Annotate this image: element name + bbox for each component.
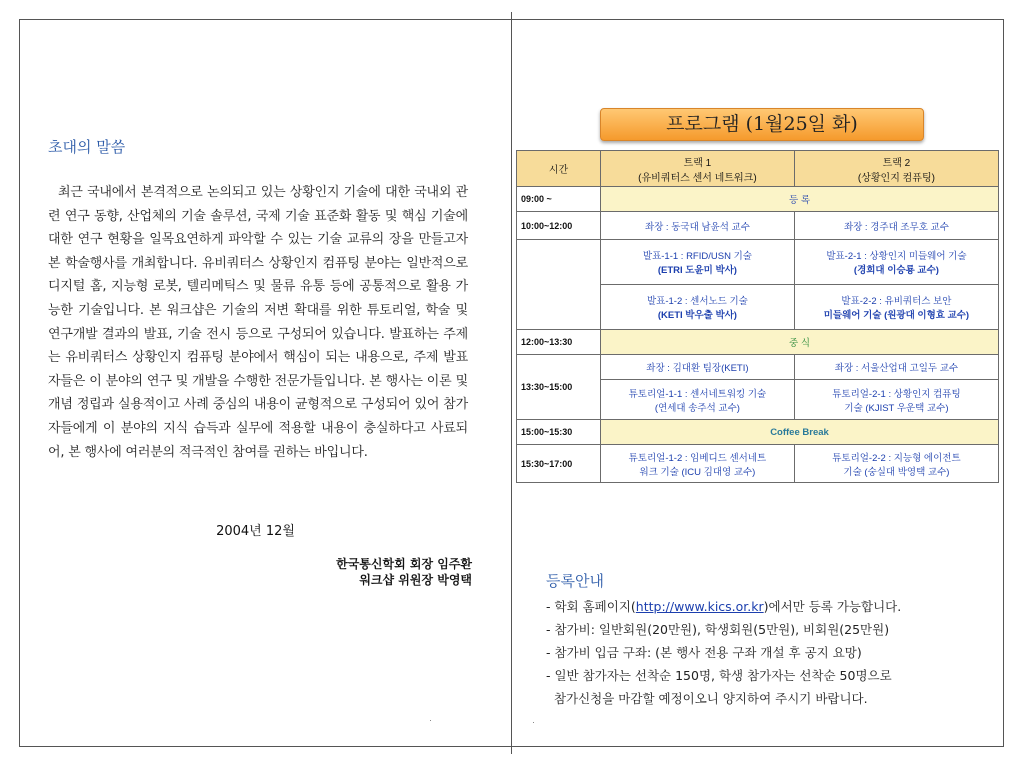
chair-cell-track-1: 좌장 : 동국대 남윤석 교수 bbox=[601, 212, 795, 240]
header-track-2 bbox=[794, 151, 998, 187]
registration-line-1 bbox=[546, 595, 986, 618]
chair-cell-track-1: 좌장 : 김대환 팀장(KETI) bbox=[601, 355, 795, 380]
tutorial-speaker: 기술 (KJIST 우운택 교수) bbox=[844, 402, 949, 414]
tutorial-title: 튜토리얼-1-2 : 임베디드 센서네트 bbox=[628, 452, 767, 464]
time-cell: 10:00~12:00 bbox=[517, 212, 601, 240]
registration-line-1-prefix: - 학회 홈페이지( bbox=[546, 599, 636, 614]
registration-cell: 등 록 bbox=[601, 187, 999, 212]
chair-cell-track-2: 좌장 : 서울산업대 고일두 교수 bbox=[794, 355, 998, 380]
registration-line-5: 참가신청을 마감할 예정이오니 양지하여 주시기 바랍니다. bbox=[546, 691, 868, 706]
session-cell bbox=[794, 240, 998, 285]
tutorial-title: 튜토리얼-2-1 : 상황인지 컴퓨팅 bbox=[832, 388, 961, 400]
page-divider bbox=[511, 19, 512, 747]
session-title: 발표-1-1 : RFID/USN 기술 bbox=[642, 251, 752, 262]
table-header-row bbox=[517, 151, 999, 187]
table-row bbox=[517, 420, 999, 445]
time-cell: 13:30~15:00 bbox=[517, 355, 601, 420]
session-speaker: 미들웨어 기술 (원광대 이형효 교수) bbox=[823, 310, 970, 321]
coffee-break-cell: Coffee Break bbox=[601, 420, 999, 445]
time-cell: 12:00~13:30 bbox=[517, 330, 601, 355]
track-1-subtitle: (유비쿼터스 센서 네트워크) bbox=[638, 172, 757, 184]
header-time: 시간 bbox=[517, 151, 601, 187]
tutorial-cell bbox=[601, 380, 795, 420]
session-speaker: (경희대 이승룡 교수) bbox=[853, 265, 939, 276]
session-title: 발표-1-2 : 센서노드 기술 bbox=[646, 296, 748, 307]
time-cell: 15:00~15:30 bbox=[517, 420, 601, 445]
time-cell-empty bbox=[517, 240, 601, 330]
invitation-body bbox=[48, 181, 468, 464]
registration-line-3: - 참가비 입금 구좌: (본 행사 전용 구좌 개설 후 공지 요망) bbox=[546, 645, 862, 660]
header-track-1 bbox=[601, 151, 795, 187]
session-cell bbox=[601, 240, 795, 285]
lunch-cell: 중 식 bbox=[601, 330, 999, 355]
fold-mark-top bbox=[511, 12, 512, 19]
session-title: 발표-2-2 : 유비쿼터스 보안 bbox=[841, 296, 952, 307]
program-table bbox=[516, 150, 999, 483]
tutorial-title: 튜토리얼-1-1 : 센서네트워킹 기술 bbox=[628, 388, 767, 400]
registration-info bbox=[546, 595, 986, 710]
session-cell bbox=[794, 285, 998, 330]
track-2-subtitle: (상황인지 컴퓨팅) bbox=[857, 172, 935, 184]
tutorial-cell bbox=[601, 445, 795, 483]
tutorial-speaker: (연세대 송주석 교수) bbox=[654, 402, 740, 414]
time-cell: 15:30~17:00 bbox=[517, 445, 601, 483]
session-speaker: (KETI 박우출 박사) bbox=[657, 310, 737, 321]
kics-homepage-link[interactable]: http://www.kics.or.kr bbox=[635, 599, 764, 614]
program-title: 프로그램 (1월25일 화) bbox=[600, 108, 924, 141]
registration-title: 등록안내 bbox=[546, 572, 604, 590]
signature-line-1: 한국통신학회 회장 임주환 bbox=[336, 557, 472, 571]
registration-line-1-suffix: )에서만 등록 가능합니다. bbox=[763, 599, 902, 614]
invitation-date: 2004년 12월 bbox=[216, 524, 295, 539]
table-row bbox=[517, 212, 999, 240]
registration-line-2: - 참가비: 일반회원(20만원), 학생회원(5만원), 비회원(25만원) bbox=[546, 622, 890, 637]
table-row bbox=[517, 330, 999, 355]
tutorial-speaker: 워크 기술 (ICU 김대영 교수) bbox=[639, 466, 756, 478]
session-speaker: (ETRI 도윤미 박사) bbox=[657, 265, 737, 276]
tutorial-speaker: 기술 (숭실대 박영택 교수) bbox=[843, 466, 950, 478]
track-1-label: 트랙 1 bbox=[683, 157, 712, 169]
tutorial-cell bbox=[794, 445, 998, 483]
table-row bbox=[517, 445, 999, 483]
time-cell: 09:00 ~ bbox=[517, 187, 601, 212]
tutorial-cell bbox=[794, 380, 998, 420]
table-row bbox=[517, 240, 999, 285]
table-row bbox=[517, 355, 999, 380]
signature-line-2: 워크샵 위원장 박영택 bbox=[359, 573, 472, 587]
speck-mark bbox=[430, 720, 431, 721]
speck-mark bbox=[533, 722, 534, 723]
tutorial-title: 튜토리얼-2-2 : 지능형 에이전트 bbox=[832, 452, 961, 464]
fold-mark-bottom bbox=[511, 747, 512, 754]
invitation-paragraph: 최근 국내에서 본격적으로 논의되고 있는 상황인지 기술에 대한 국내외 관련 연구 동향, 산업체의 기술 솔루션, 국제 기술 표준화 활동 및 핵심 기술에 대한 연구 현황을 일목요연하게 파악할 수 있는 기술 교류의 장을 만들고자 본 학술행사를 개최합니다. 유비쿼터스 상황인지 컴퓨팅 분야는 일반적으로 디지털 홈, 지능형 로봇, 텔리메틱스 및 물류 유통 등에 공통적으로 활용 가능한 기술입니다. 본 워크샵은 기술의 저변 확대를 위한 튜토리얼, 학술 및 연구개발 결과의 발표, 기술 전시 등으로 구성되어 있습니다. 발표하는 주제는 유비쿼터스 상황인지 컴퓨팅 분야에서 핵심이 되는 내용으로, 주제 발표자들은 이 분야의 연구 및 개발을 수행한 전문가들입니다. 본 행사는 이론 및 개념 정립과 실용적이고 사례 중심의 내용이 균형적으로 구성되어 있어 참가자들에게 이 분야의 지식 습득과 실무에 적용할 내용이 충실하다고 사료되어, 본 행사에 여러분의 적극적인 참여를 권하는 바입니다. bbox=[48, 185, 468, 460]
chair-cell-track-2: 좌장 : 경주대 조무호 교수 bbox=[794, 212, 998, 240]
registration-line-4: - 일반 참가자는 선착순 150명, 학생 참가자는 선착순 50명으로 bbox=[546, 668, 892, 683]
invitation-title: 초대의 말씀 bbox=[48, 138, 126, 156]
session-title: 발표-2-1 : 상황인지 미들웨어 기술 bbox=[826, 251, 967, 262]
table-row bbox=[517, 187, 999, 212]
track-2-label: 트랙 2 bbox=[882, 157, 911, 169]
session-cell bbox=[601, 285, 795, 330]
